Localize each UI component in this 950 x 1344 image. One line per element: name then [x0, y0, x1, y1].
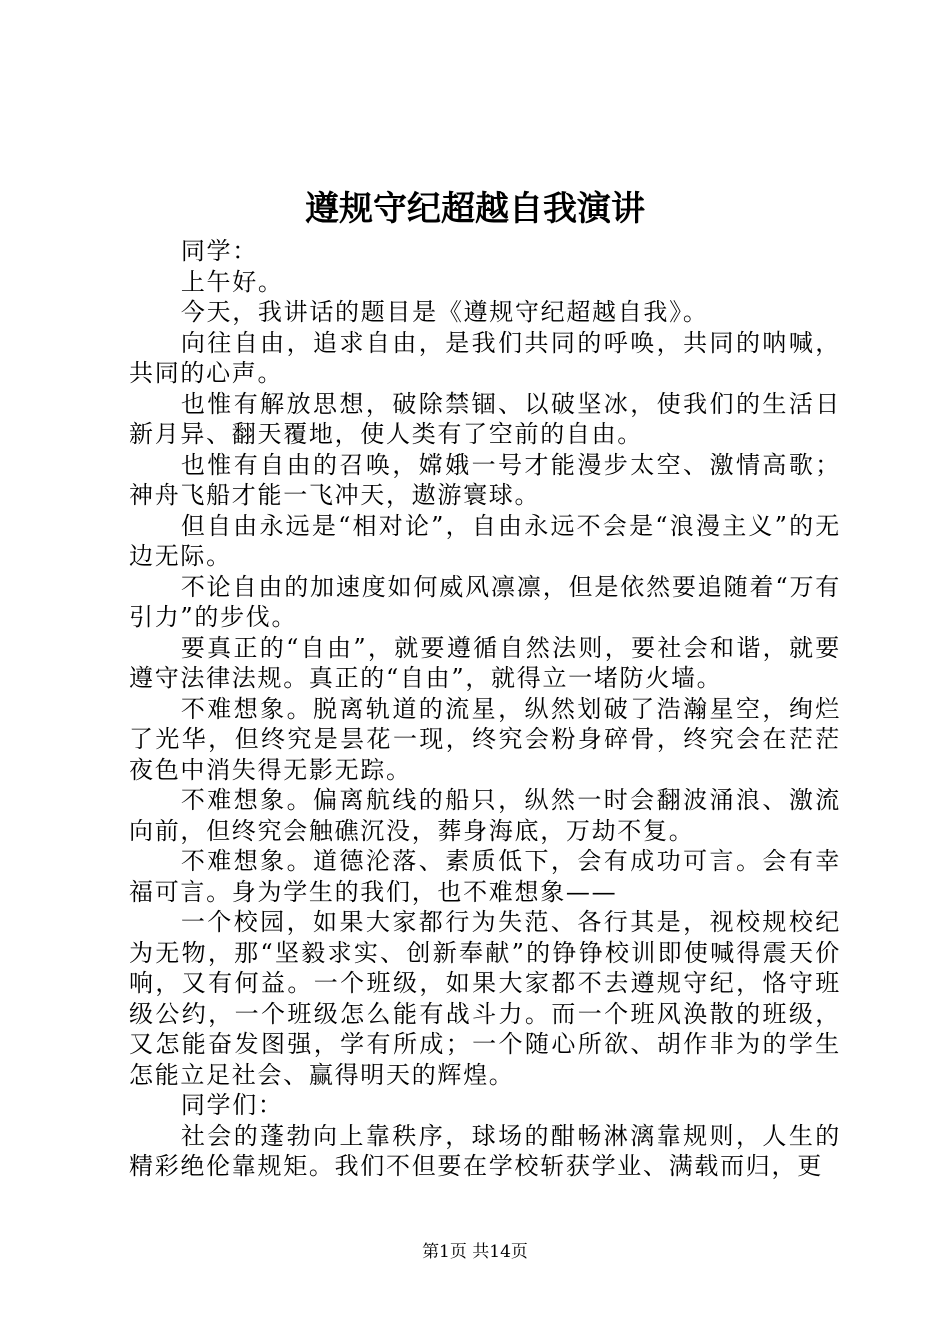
- paragraph: 要真正的“自由”，就要遵循自然法则，要社会和谐，就要遵守法律法规。真正的“自由”，就得立一堵防火墙。: [129, 633, 841, 692]
- page-footer: 第1页 共14页: [422, 1242, 528, 1262]
- paragraph: 向往自由，追求自由，是我们共同的呼唤，共同的呐喊，共同的心声。: [129, 328, 841, 387]
- paragraph: 不难想象。脱离轨道的流星，纵然划破了浩瀚星空，绚烂了光华，但终究是昙花一现，终究会粉身碎骨，终究会在茫茫夜色中消失得无影无踪。: [129, 694, 841, 784]
- paragraph: 也惟有解放思想，破除禁锢、以破坚冰，使我们的生活日新月异、翻天覆地，使人类有了空前的自由。: [129, 389, 841, 448]
- paragraph: 不论自由的加速度如何威风凛凛，但是依然要追随着“万有引力”的步伐。: [129, 572, 841, 631]
- document-body: [129, 236, 841, 1182]
- paragraph: 不难想象。道德沦落、素质低下，会有成功可言。会有幸福可言。身为学生的我们，也不难想象——: [129, 847, 841, 906]
- paragraph: 但自由永远是“相对论”，自由永远不会是“浪漫主义”的无边无际。: [129, 511, 841, 570]
- document-title: 遵规守纪超越自我演讲: [305, 189, 645, 229]
- paragraph: 一个校园，如果大家都行为失范、各行其是，视校规校纪为无物，那“坚毅求实、创新奉献”的铮铮校训即使喊得震天价响，又有何益。一个班级，如果大家都不去遵规守纪，恪守班级公约，一个班级怎么能有战斗力。而一个班风涣散的班级，又怎能奋发图强，学有所成；一个随心所欲、胡作非为的学生怎能立足社会、赢得明天的辉煌。: [129, 908, 841, 1089]
- paragraph: 社会的蓬勃向上靠秩序，球场的酣畅淋漓靠规则，人生的精彩绝伦靠规矩。我们不但要在学校斩获学业、满载而归，更: [129, 1121, 841, 1180]
- paragraph: 不难想象。偏离航线的船只，纵然一时会翻波涌浪、激流向前，但终究会触礁沉没，葬身海底，万劫不复。: [129, 786, 841, 845]
- paragraph: 同学们：: [180, 1091, 284, 1119]
- paragraph: 也惟有自由的召唤，嫦娥一号才能漫步太空、激情高歌；神舟飞船才能一飞冲天，遨游寰球。: [129, 450, 841, 509]
- paragraph: 今天，我讲话的题目是《遵规守纪超越自我》。: [180, 298, 709, 326]
- paragraph: 同学：: [180, 237, 258, 265]
- paragraph: 上午好。: [180, 267, 284, 296]
